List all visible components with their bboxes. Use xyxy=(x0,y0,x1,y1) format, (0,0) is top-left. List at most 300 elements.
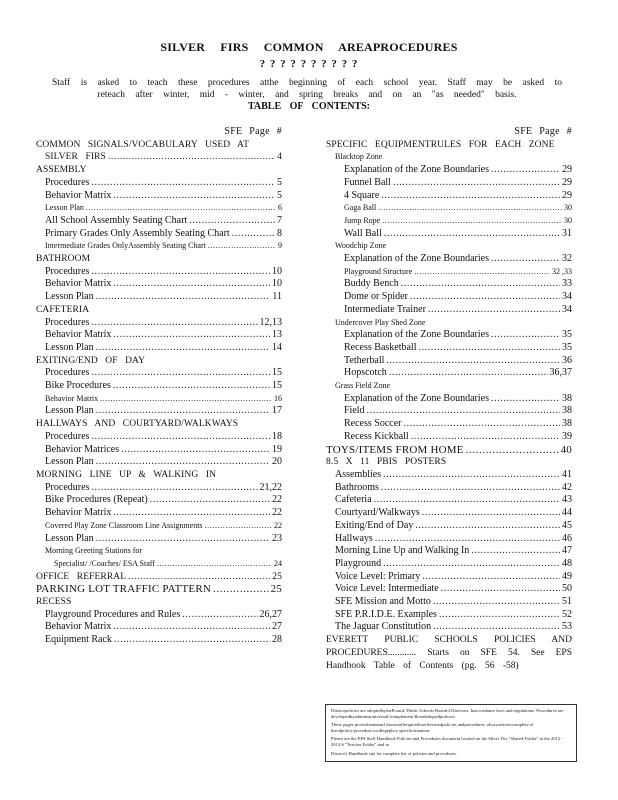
dot-leader xyxy=(96,456,270,469)
toc-entry-page: 41 xyxy=(562,468,572,480)
toc-entry xyxy=(326,393,572,406)
toc-entry-title: Bathrooms xyxy=(335,481,379,493)
toc-entry xyxy=(326,164,572,177)
dot-leader xyxy=(433,621,560,634)
toc-entry-page: 26,27 xyxy=(259,608,282,620)
dot-leader xyxy=(383,469,560,482)
toc-entry xyxy=(326,469,572,482)
toc-entry xyxy=(326,583,572,596)
dot-leader xyxy=(213,583,269,596)
dot-leader xyxy=(182,609,257,622)
toc-entry xyxy=(326,431,572,444)
toc-left-column xyxy=(36,126,282,647)
toc-entry xyxy=(36,431,282,444)
toc-entry-title: Primary Grades Only Assembly Seating Chart xyxy=(45,227,230,239)
toc-entry-page: 30 xyxy=(564,203,572,213)
dot-leader xyxy=(205,520,272,533)
toc-entry xyxy=(36,291,282,304)
toc-entry-title: Explanation of the Zone Boundaries xyxy=(344,392,489,404)
toc-entry xyxy=(326,520,572,533)
toc-entry-title: Procedures xyxy=(45,430,90,442)
dot-leader xyxy=(113,380,270,393)
toc-entry-page: 35 xyxy=(562,329,572,341)
dot-leader xyxy=(384,228,560,241)
toc-entry-page: 17 xyxy=(272,405,282,417)
toc-entry-page: 45 xyxy=(562,519,572,531)
toc-entry-title: Explanation of the Zone Boundaries xyxy=(344,164,489,176)
dot-leader xyxy=(121,444,270,457)
toc-entry xyxy=(326,456,572,469)
toc-entry-title: Lesson Plan xyxy=(45,203,84,213)
toc-entry-title: CAFETERIA xyxy=(36,304,90,315)
toc-entry-page: 40 xyxy=(560,443,572,456)
dot-leader xyxy=(381,190,560,203)
toc-entry xyxy=(36,266,282,279)
dot-leader xyxy=(422,507,560,520)
dot-leader xyxy=(422,571,560,584)
toc-entry-title: Gaga Ball xyxy=(344,203,377,213)
dot-leader xyxy=(157,558,272,571)
toc-entry-page: 47 xyxy=(562,545,572,557)
toc-entry-page: 29 xyxy=(562,189,572,201)
toc-entry-title: Playground Procedures and Rules xyxy=(45,608,181,620)
page-number-header: SFE Page # xyxy=(514,126,572,137)
toc-entry-title: Recess Kickball xyxy=(344,430,409,442)
toc-entry xyxy=(326,621,572,634)
toc-entry-title: Morning Line Up and Walking In xyxy=(335,545,470,557)
toc-entry-page: 36,37 xyxy=(549,367,572,379)
toc-entry-page: 10 xyxy=(272,265,282,277)
toc-entry xyxy=(36,317,282,330)
toc-entry-page: 46 xyxy=(562,532,572,544)
toc-entry-title: Jump Rope xyxy=(344,215,381,225)
toc-entry-page: 15 xyxy=(272,380,282,392)
toc-entry-title: Assemblies xyxy=(335,468,382,480)
toc-entry-page: 48 xyxy=(562,557,572,569)
toc-entry-title: 4 Square xyxy=(344,189,380,201)
toc-entry xyxy=(36,240,282,253)
note-paragraph: These pages providesummarf thosestaffrequiredtoreferencedpolicies andprocedures, alwaysrefertocomplete of thecdpolicy/procedure tocdlegeplicy specificsituation. xyxy=(331,722,534,733)
toc-entry-title: Behavior Matrix xyxy=(45,189,112,201)
toc-entry-title: Intermediate Grades OnlyAssembly Seating Chart xyxy=(45,241,206,251)
dot-leader xyxy=(381,482,560,495)
toc-heading: TABLE OF CONTENTS: xyxy=(247,101,371,112)
toc-entry xyxy=(326,240,572,253)
dot-leader xyxy=(410,291,560,304)
toc-entry-title: Bike Procedures xyxy=(45,380,111,392)
toc-entry xyxy=(326,405,572,418)
toc-entry-title: Dome or Spider xyxy=(344,291,408,303)
toc-entry xyxy=(36,405,282,418)
toc-entry xyxy=(36,190,282,203)
dot-leader xyxy=(471,545,560,558)
toc-entry xyxy=(36,329,282,342)
toc-entry xyxy=(326,202,572,215)
dot-leader xyxy=(189,215,275,228)
toc-entry-page: 51 xyxy=(562,596,572,608)
toc-entry-page: 13 xyxy=(272,329,282,341)
toc-entry-page: 34 xyxy=(562,303,572,315)
toc-entry xyxy=(36,444,282,457)
toc-entry-title: Blacktop Zone xyxy=(335,152,383,162)
toc-entry xyxy=(326,266,572,279)
toc-entry xyxy=(36,456,282,469)
toc-entry xyxy=(326,367,572,380)
toc-entry-title: Covered Play Zone Classroom Line Assignments xyxy=(45,520,203,530)
toc-entry-title: The Jaguar Constitution xyxy=(335,621,432,633)
toc-entry-title: Exiting/End of Day xyxy=(335,519,414,531)
toc-entry xyxy=(36,304,282,317)
toc-entry xyxy=(36,634,282,647)
toc-entry xyxy=(36,494,282,507)
toc-entry-page: 53 xyxy=(562,621,572,633)
toc-entry xyxy=(326,317,572,330)
toc-entry xyxy=(36,278,282,291)
toc-entry xyxy=(36,609,282,622)
toc-entry-page: 50 xyxy=(562,583,572,595)
toc-entry-title: RECESS xyxy=(36,597,72,608)
toc-entry-page: 38 xyxy=(562,405,572,417)
toc-entry-page: 5 xyxy=(277,176,282,188)
toc-entry xyxy=(326,278,572,291)
dot-leader xyxy=(96,291,271,304)
toc-entry-page: 32 xyxy=(562,253,572,265)
toc-entry xyxy=(36,342,282,355)
toc-entry-title: Behavior Matrices xyxy=(45,443,120,455)
toc-entry-page: 8 xyxy=(277,227,282,239)
toc-entry-title: Hallways xyxy=(335,532,373,544)
dot-leader xyxy=(91,266,270,279)
toc-entry-page: 43 xyxy=(562,494,572,506)
dot-leader xyxy=(208,240,276,253)
toc-entry-title: Cafeteria xyxy=(335,494,372,506)
toc-entry-title: EXITING/END OF DAY xyxy=(36,355,146,366)
dot-leader xyxy=(383,558,560,571)
toc-entry-page: 52 xyxy=(562,608,572,620)
toc-entry-page: 5 xyxy=(277,189,282,201)
toc-entry-page: 39 xyxy=(562,430,572,442)
toc-entry-page: 19 xyxy=(272,443,282,455)
toc-entry-title: Procedures xyxy=(45,265,90,277)
dot-leader xyxy=(418,342,560,355)
toc-entry-page: 27 xyxy=(272,621,282,633)
toc-entry-page: 10 xyxy=(272,278,282,290)
toc-entry-page: 7 xyxy=(277,214,282,226)
toc-entry-title: MORNING LINE UP & WALKING IN xyxy=(36,469,217,480)
toc-entry-title: TOYS/ITEMS FROM HOME xyxy=(326,443,464,456)
toc-entry-page: 20 xyxy=(272,456,282,468)
toc-entry-page: 23 xyxy=(272,532,282,544)
toc-entry xyxy=(36,367,282,380)
toc-entry-title: Wall Ball xyxy=(344,227,382,239)
dot-leader xyxy=(100,393,272,406)
policy-note-box xyxy=(325,704,577,762)
page-subtitle: ? ? ? ? ? ? ? ? ? ? xyxy=(259,58,359,70)
toc-entry xyxy=(36,393,282,406)
toc-entry-page: 49 xyxy=(562,570,572,582)
dot-leader xyxy=(491,253,560,266)
toc-entry-title: Equipment Rack xyxy=(45,634,112,646)
toc-entry-title: Behavior Matrix xyxy=(45,329,112,341)
toc-entry xyxy=(326,177,572,190)
toc-entry-title: HALLWAYS AND COURTYARD/WALKWAYS xyxy=(36,419,239,430)
toc-entry-page: 30 xyxy=(564,215,572,225)
toc-entry xyxy=(326,304,572,317)
toc-entry-page: 31 xyxy=(562,227,572,239)
toc-entry-page: 32 ,33 xyxy=(552,266,572,276)
toc-right-column xyxy=(326,126,572,672)
dot-leader xyxy=(466,444,559,457)
toc-entry-page: 38 xyxy=(562,392,572,404)
dot-leader xyxy=(96,342,270,355)
toc-entry xyxy=(36,583,282,596)
toc-entry-title: BATHROOM xyxy=(36,254,91,265)
toc-entry-title: Grass Field Zone xyxy=(335,381,391,391)
toc-entry-title: Lesson Plan xyxy=(45,291,94,303)
toc-entry-page: 29 xyxy=(562,164,572,176)
toc-entry-page: 25 xyxy=(270,583,282,596)
toc-entry-title: Procedures xyxy=(45,367,90,379)
toc-entry xyxy=(326,355,572,368)
toc-entry-page: 18 xyxy=(272,430,282,442)
toc-entry-page: 28 xyxy=(272,634,282,646)
toc-entry-title: Procedures xyxy=(45,481,90,493)
dot-leader xyxy=(374,494,560,507)
toc-entry-title: All School Assembly Seating Chart xyxy=(45,214,188,226)
dot-leader xyxy=(375,533,560,546)
dot-leader xyxy=(441,583,560,596)
toc-entry-page: 24 xyxy=(274,558,282,568)
toc-entry-page: 6 xyxy=(278,203,282,213)
toc-entry xyxy=(36,228,282,241)
toc-entry xyxy=(36,545,282,558)
toc-entry-title: Voice Level: Intermediate xyxy=(335,583,439,595)
toc-entry xyxy=(36,621,282,634)
dot-leader xyxy=(411,431,560,444)
toc-entry xyxy=(326,609,572,622)
toc-entry-title: 8.5 X 11 PBIS POSTERS xyxy=(326,457,447,468)
toc-entry-title: Hopscotch xyxy=(344,367,387,379)
toc-entry-title: Procedures xyxy=(45,316,90,328)
toc-entry xyxy=(36,558,282,571)
toc-entry-page: 22 xyxy=(272,507,282,519)
toc-entry xyxy=(36,418,282,431)
dot-leader xyxy=(91,177,275,190)
toc-entry xyxy=(36,380,282,393)
toc-entry-title: SILVER FIRS xyxy=(45,152,106,163)
dot-leader xyxy=(386,355,560,368)
toc-entry xyxy=(326,533,572,546)
toc-entry xyxy=(326,596,572,609)
toc-entry-title: PARKING LOT TRAFFIC PATTERN xyxy=(36,583,212,596)
intro-paragraph: Staff is asked to teach these procedures atthe beginning of each school year. Staff may be asked to reteach after winter, mid - winter, and spring breaks and on an "as needed" basis. xyxy=(52,78,562,100)
toc-entry xyxy=(326,190,572,203)
dot-leader xyxy=(91,431,270,444)
toc-entry xyxy=(326,253,572,266)
toc-entry-page: 15 xyxy=(272,367,282,379)
dot-leader xyxy=(128,571,270,584)
toc-entry xyxy=(36,596,282,609)
toc-entry xyxy=(326,329,572,342)
dot-leader xyxy=(415,520,560,533)
dot-leader xyxy=(96,533,270,546)
toc-entry xyxy=(326,507,572,520)
toc-entry-page: 38 xyxy=(562,418,572,430)
toc-entry-title: Lesson Plan xyxy=(45,405,94,417)
toc-entry-title: SFE Mission and Motto xyxy=(335,596,431,608)
dot-leader xyxy=(113,278,270,291)
toc-entry xyxy=(36,215,282,228)
toc-entry xyxy=(326,291,572,304)
toc-entry-title: Bike Procedures (Repeat) xyxy=(45,494,148,506)
toc-entry-title: Intermediate Trainer xyxy=(344,303,426,315)
dot-leader xyxy=(113,329,270,342)
toc-entry-title: Lesson Plan xyxy=(45,456,94,468)
toc-entry-title: ASSEMBLY xyxy=(36,165,87,176)
dot-leader xyxy=(114,634,270,647)
toc-entry xyxy=(36,482,282,495)
dot-leader xyxy=(439,609,560,622)
dot-leader xyxy=(433,596,560,609)
dot-leader xyxy=(232,228,275,241)
dot-leader xyxy=(428,304,560,317)
dot-leader xyxy=(367,405,560,418)
toc-entry-page: 4 xyxy=(277,152,282,163)
dot-leader xyxy=(403,418,560,431)
toc-entry-title: Voice Level: Primary xyxy=(335,570,421,582)
toc-entry-title: Specialist/ /Coaches/ ESA Staff xyxy=(54,558,155,568)
dot-leader xyxy=(108,151,275,164)
toc-entry-page: 9 xyxy=(278,241,282,251)
toc-entry-page: 11 xyxy=(272,291,282,303)
toc-entry-title: Behavior Matrix xyxy=(45,278,112,290)
toc-entry xyxy=(326,380,572,393)
toc-entry-title: Field xyxy=(344,405,365,417)
toc-entry-title: Funnel Ball xyxy=(344,176,391,188)
toc-entry-page: 25 xyxy=(272,571,282,582)
dot-leader xyxy=(113,621,270,634)
toc-entry-title: Playground Structure xyxy=(344,266,413,276)
dot-leader xyxy=(414,266,550,279)
toc-entry-title: Buddy Bench xyxy=(344,278,399,290)
page-title: SILVER FIRS COMMON AREAPROCEDURES xyxy=(160,40,458,54)
toc-entry xyxy=(36,202,282,215)
toc-entry-page: 22 xyxy=(274,520,282,530)
toc-entry-title: Behavior Matrix xyxy=(45,507,112,519)
toc-entry xyxy=(36,571,282,584)
toc-entry-title: Woodchip Zone xyxy=(335,241,387,251)
toc-entry xyxy=(326,545,572,558)
toc-entry-title: Recess Basketball xyxy=(344,341,417,353)
toc-entry-title: Behavior Matrix xyxy=(45,621,112,633)
note-paragraph: Districtpolicies are adoptedbytheB oard. Public Schools Boardof Directors. Inaccordance laws and regulations. Procedures are developedbyadministrativestaff toimplement Boardadoptedpolicies. xyxy=(331,708,564,719)
dot-leader xyxy=(382,215,562,228)
toc-entry-title: Playground xyxy=(335,557,382,569)
toc-entry-page: 21,22 xyxy=(259,481,282,493)
toc-entry-page: 42 xyxy=(562,481,572,493)
toc-entry-title: Explanation of the Zone Boundaries xyxy=(344,329,489,341)
dot-leader xyxy=(91,317,257,330)
dot-leader xyxy=(491,164,560,177)
toc-entry xyxy=(36,253,282,266)
toc-entry-page: 34 xyxy=(562,291,572,303)
dot-leader xyxy=(393,177,560,190)
toc-entry xyxy=(326,215,572,228)
note-paragraph: District's Handbook site for complete list of policies and procedures. xyxy=(331,750,458,756)
toc-entry xyxy=(36,151,282,164)
toc-entry-title: Lesson Plan xyxy=(45,341,94,353)
toc-entry-title: Courtyard/Walkways xyxy=(335,507,420,519)
toc-entry-page: 29 xyxy=(562,176,572,188)
toc-entry-page: 33 xyxy=(562,278,572,290)
toc-entry xyxy=(36,533,282,546)
toc-entry xyxy=(36,177,282,190)
toc-entry xyxy=(36,139,282,152)
toc-entry xyxy=(326,228,572,241)
dot-leader xyxy=(491,393,560,406)
toc-entry xyxy=(326,444,572,457)
toc-entry xyxy=(326,418,572,431)
toc-entry xyxy=(326,482,572,495)
toc-entry xyxy=(326,139,572,152)
dot-leader xyxy=(389,367,548,380)
toc-entry-page: 44 xyxy=(562,507,572,519)
toc-entry xyxy=(326,151,572,164)
toc-entry-page: 16 xyxy=(274,393,282,403)
toc-entry-title: SPECIFIC EQUIPMENTRULES FOR EACH ZONE xyxy=(326,139,555,150)
dot-leader xyxy=(96,405,270,418)
dot-leader xyxy=(113,507,270,520)
dot-leader xyxy=(86,202,276,215)
toc-entry-page: 12,13 xyxy=(259,316,282,328)
dot-leader xyxy=(91,482,257,495)
toc-entry xyxy=(36,507,282,520)
toc-entry-title: Lesson Plan xyxy=(45,532,94,544)
page-number-header: SFE Page # xyxy=(224,126,282,137)
dot-leader xyxy=(378,202,562,215)
toc-entry-page: 36 xyxy=(562,354,572,366)
toc-entry-title: OFFICE REFERRAL xyxy=(36,571,127,582)
toc-entry-page: 22 xyxy=(272,494,282,506)
toc-entry xyxy=(326,558,572,571)
note-paragraph: Please see the EPS Staff Handbook Policies and Procedures document located on the Silver Firs "Shared Folder" in the 2012 - 2013 S "Teacher Folder" and in xyxy=(331,736,563,747)
toc-entry xyxy=(36,469,282,482)
toc-entry-title: Behavior Matrix xyxy=(45,393,99,403)
eps-policies-entry: EVERETT PUBLIC SCHOOLS POLICIES AND PROCEDURES............ Starts on SFE 54. See EPS Handbook Table of Contents (pg. 56 -58) xyxy=(326,635,572,671)
toc-entry-title: COMMON SIGNALS/VOCABULARY USED AT xyxy=(36,139,249,150)
toc-entry xyxy=(326,342,572,355)
toc-entry xyxy=(36,355,282,368)
toc-entry-title: Undercover Play Shed Zone xyxy=(335,317,426,327)
toc-entry-page: 35 xyxy=(562,341,572,353)
dot-leader xyxy=(150,494,270,507)
toc-entry-title: Recess Soccer xyxy=(344,418,402,430)
dot-leader xyxy=(491,329,560,342)
toc-entry-title: Morning Greeting Stations for xyxy=(45,546,143,556)
dot-leader xyxy=(113,190,275,203)
dot-leader xyxy=(91,367,270,380)
toc-entry-title: Explanation of the Zone Boundaries xyxy=(344,253,489,265)
toc-entry xyxy=(36,164,282,177)
toc-entry xyxy=(326,571,572,584)
toc-entry-title: Procedures xyxy=(45,176,90,188)
toc-entry-page: 14 xyxy=(272,341,282,353)
toc-entry xyxy=(326,494,572,507)
toc-entry-title: SFE P.R.I.D.E. Examples xyxy=(335,608,437,620)
dot-leader xyxy=(401,278,560,291)
toc-entry-title: Tetherball xyxy=(344,354,385,366)
toc-entry xyxy=(36,520,282,533)
